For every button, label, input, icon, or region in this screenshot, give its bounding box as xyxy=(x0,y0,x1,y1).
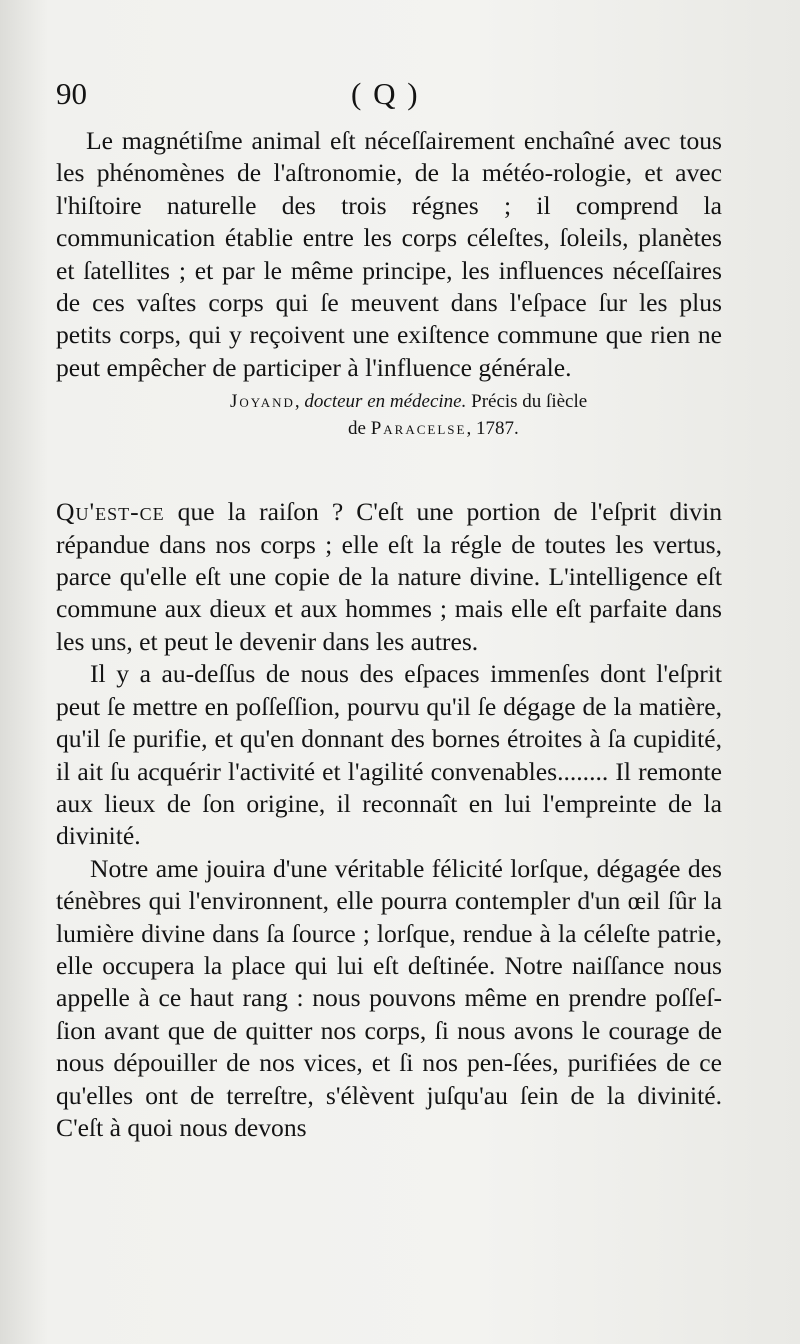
paragraph-reason xyxy=(56,496,722,658)
signature-mark: ( Q ) xyxy=(351,76,420,111)
citation-year: , 1787. xyxy=(466,418,519,440)
citation-prefix: de xyxy=(348,418,366,440)
citation-author: Joyand xyxy=(230,391,295,413)
paragraph-reason-text: que la raiſon ? C'eſt une portion de l'eſprit divin répandue dans nos corps ; elle eſt la régle de toutes les vertus, parce qu'elle eſt une copie de la nature divine. L'intelligence eſt commune aux dieux et aux hommes ; mais elle eſt parfaite dans les uns, et peut le devenir dans les autres. xyxy=(56,497,722,656)
citation-role: docteur en médecine. xyxy=(304,391,467,413)
paragraph-spaces: Il y a au-deſſus de nous des eſpaces immenſes dont l'eſprit peut ſe mettre en poſſeſſion, pourvu qu'il ſe dégage de la matière, qu'il ſe purifie, et qu'en donnant des bornes étroites à ſa cupidité, il ait ſu acquérir l'activité et l'agilité convenables........ Il remonte aux lieux de ſon origine, il reconnaît en lui l'empreinte de la divinité. xyxy=(56,659,722,851)
page-number: 90 xyxy=(56,76,87,111)
page-header xyxy=(56,76,740,116)
paragraph-magnetism: Le magnétiſme animal eſt néceſſairement enchaîné avec tous les phénomènes de l'aſtronomie, de la météo-rologie, et avec l'hiſtoire naturelle des trois régnes ; il comprend la communication établie entre les corps céleſtes, ſoleils, planètes et ſatellites ; et par le même principe, les influences néceſſaires de ces vaſtes corps qui ſe meuvent dans l'eſpace ſur les plus petits corps, qui y reçoivent une exiſtence commune que rien ne peut empêcher de participer à l'influence générale. xyxy=(56,126,722,382)
citation-work: Précis du ſiècle xyxy=(471,391,588,413)
body-text xyxy=(56,125,722,1144)
paragraph-soul: Notre ame jouira d'une véritable félicité lorſque, dégagée des ténèbres qui l'environnent, elle pourra contempler d'un œil ſûr la lumière divine dans ſa ſource ; lorſque, rendue à la céleſte patrie, elle occupera la place qui lui eſt deſtinée. Notre naiſſance nous appelle à ce haut rang : nous pouvons même en prendre poſſeſ-ſion avant que de quitter nos corps, ſi nous avons le courage de nous dépouiller de nos vices, et ſi nos pen-ſées, purifiées de ce qu'elles ont de terreſtre, s'élèvent juſqu'au ſein de la divinité. C'eſt à quoi nous devons xyxy=(56,853,722,1142)
section-gap xyxy=(56,442,722,496)
citation-subject: Paracelse xyxy=(370,418,467,440)
citation: Joyand, docteur en médecine. Précis du ſiècle de Paracelse, 1787. xyxy=(56,388,722,442)
citation-line-2 xyxy=(230,415,722,442)
section-lead: Qu'est-ce xyxy=(56,497,165,527)
